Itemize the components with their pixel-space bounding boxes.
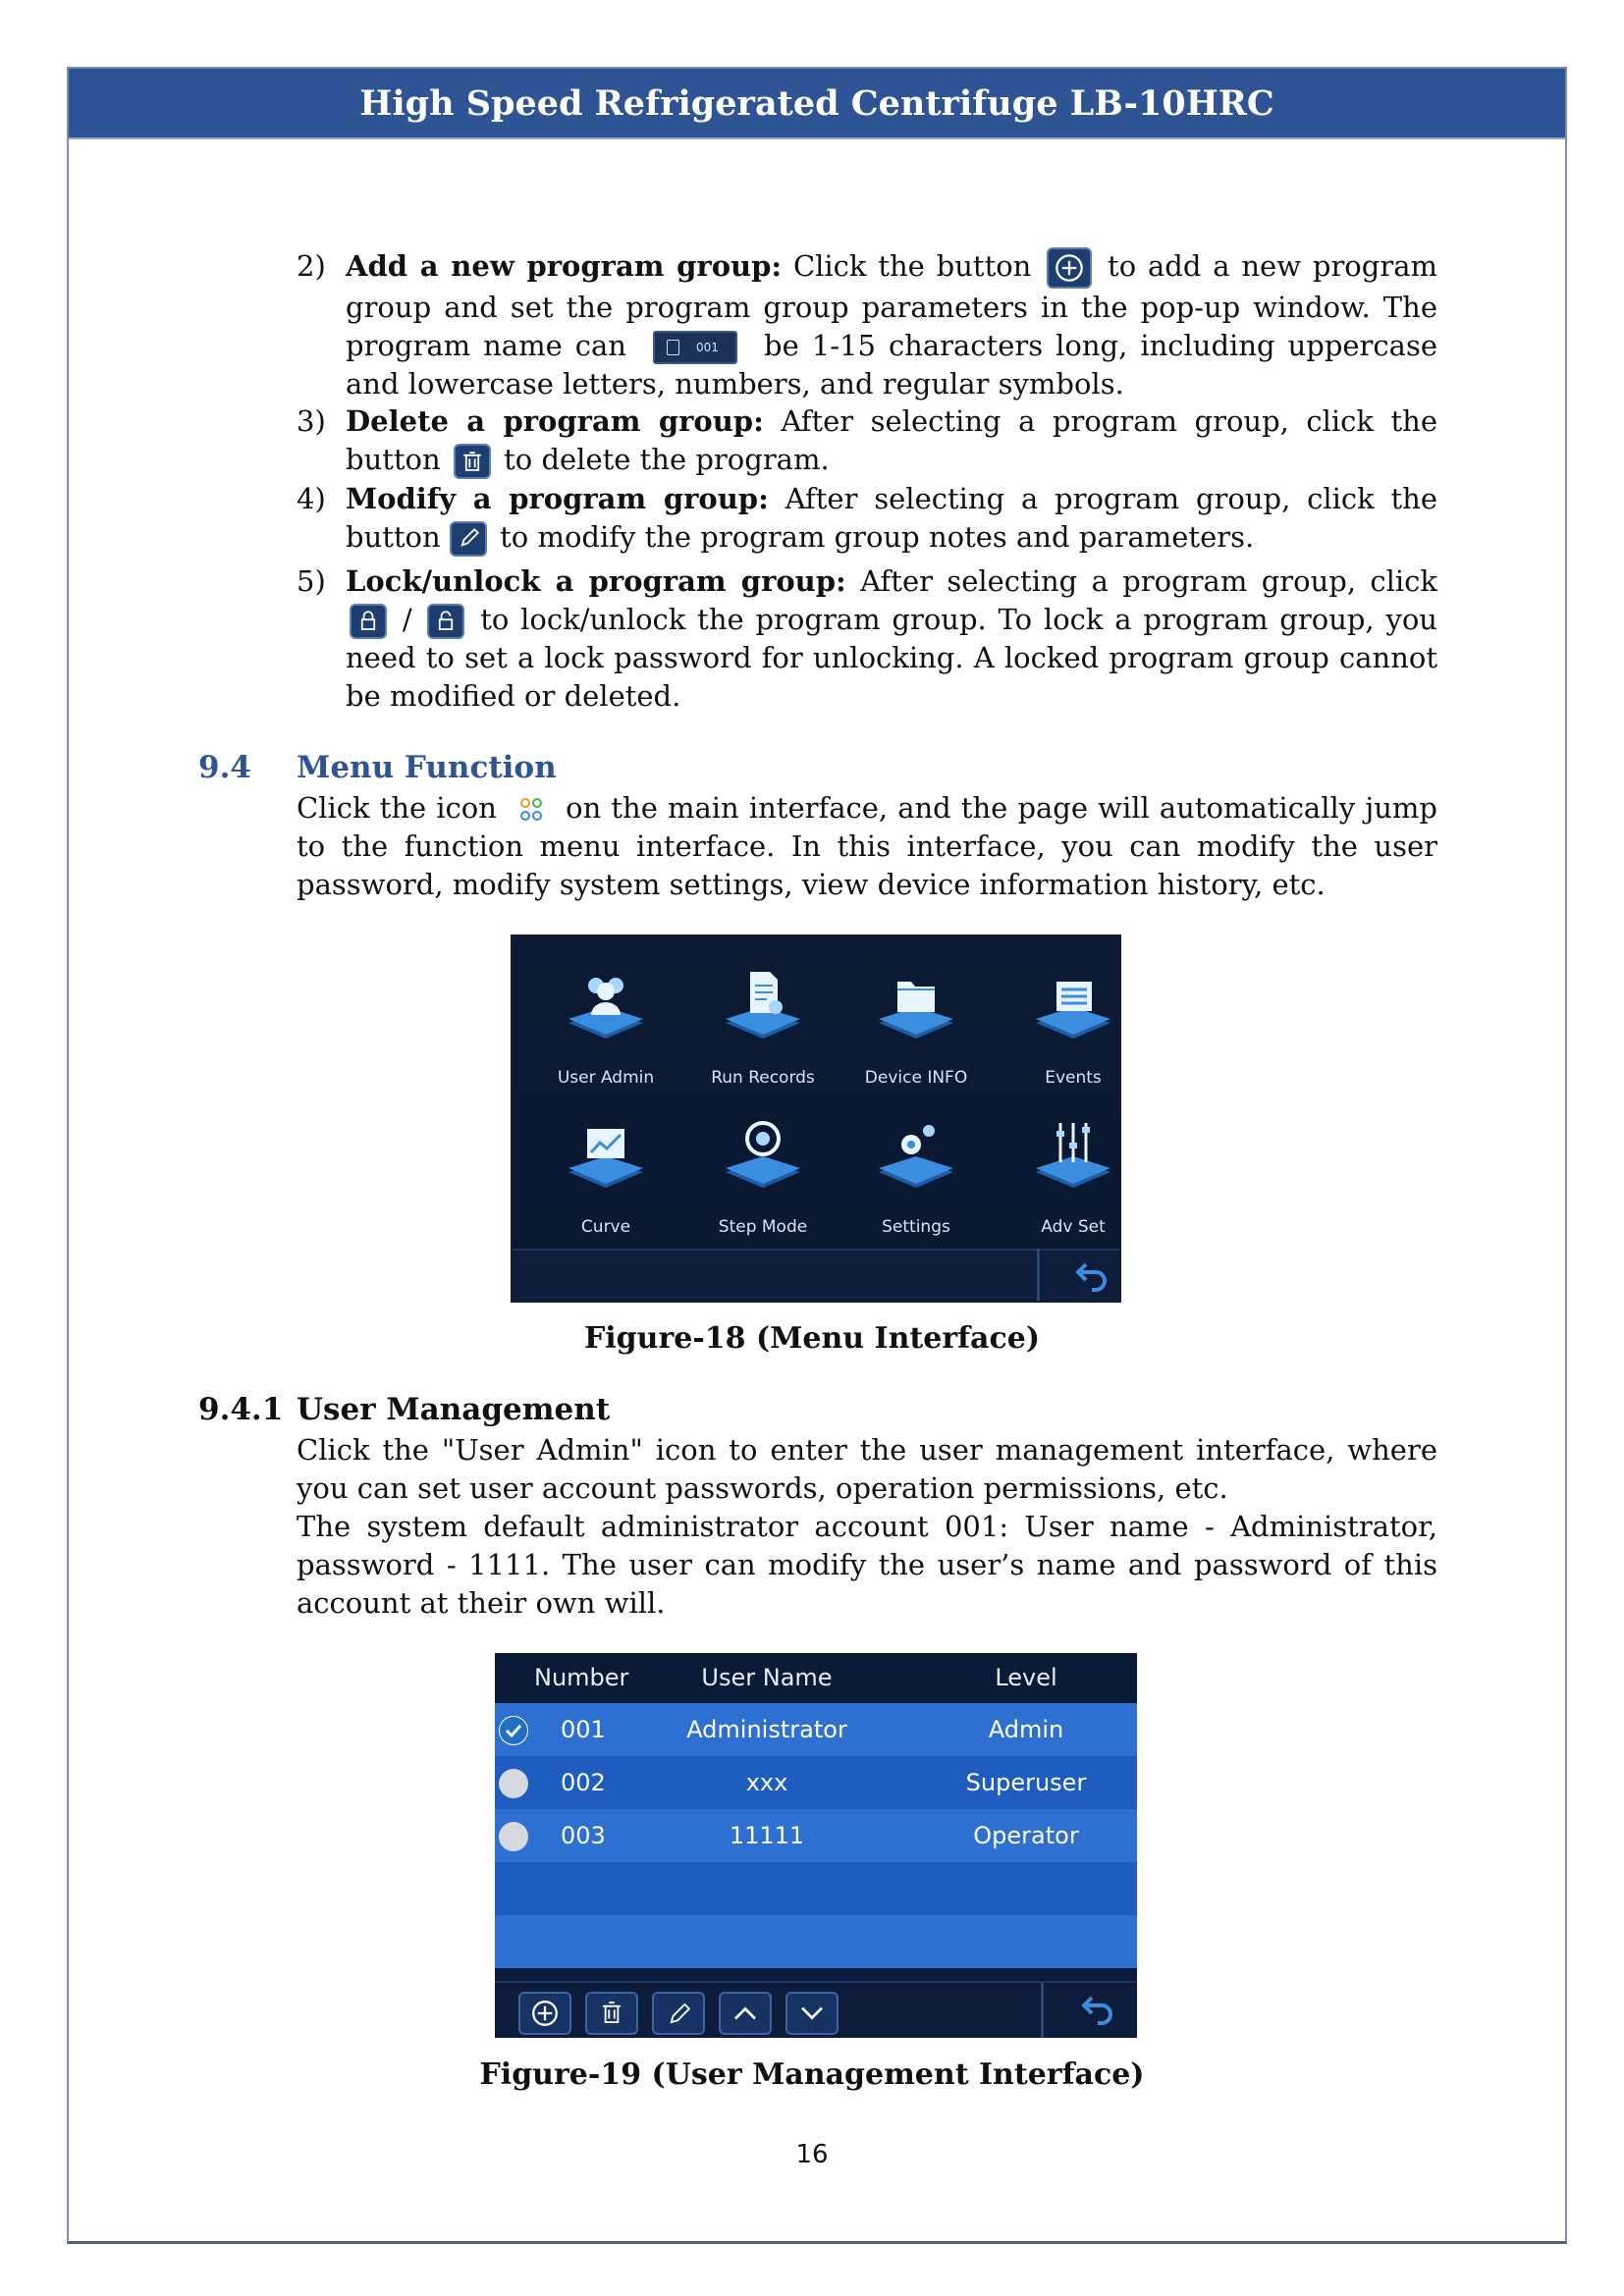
back-arrow-icon[interactable] (1072, 1260, 1110, 1294)
section-paragraph (297, 789, 1437, 904)
unlock-icon (427, 604, 464, 639)
radio-unselected[interactable] (499, 1769, 528, 1798)
edit-user-button[interactable] (652, 1992, 705, 2035)
events-icon (1031, 966, 1115, 1046)
adv-set-icon (1031, 1115, 1115, 1196)
cell-user-name: Administrator (686, 1716, 847, 1743)
cell-number: 002 (561, 1769, 606, 1796)
menu-tile-run-records[interactable] (689, 956, 837, 1094)
menu-label: Device INFO (864, 1068, 968, 1088)
cell-level: Superuser (965, 1769, 1087, 1796)
paragraph-text: Click the icon (297, 791, 508, 825)
menu-label: Curve (580, 1217, 631, 1237)
menu-tile-events[interactable] (1000, 956, 1121, 1094)
item-text: After selecting a program group, click (845, 564, 1437, 598)
menu-interface-figure (511, 934, 1121, 1303)
header-number: Number (534, 1664, 629, 1691)
back-arrow-icon[interactable] (1078, 1993, 1115, 2028)
apps-grid-icon (507, 795, 556, 825)
menu-label: Adv Set (1041, 1217, 1106, 1237)
item-text: be 1-15 characters long, including uppercase and lowercase letters, numbers, and regular symbols. (346, 329, 1437, 400)
add-user-button[interactable] (518, 1992, 571, 2035)
device-info-icon (874, 966, 958, 1046)
chip-text: 001 (696, 341, 719, 354)
item-text: to delete the program. (494, 443, 830, 476)
item-number: 5) (297, 564, 326, 598)
user-admin-icon (564, 966, 648, 1046)
paragraph-text: on the main interface, and the page will automatically jump to the function menu interface. In this interface, you can modify the user password, modify system settings, view device information history, etc. (297, 791, 1437, 901)
item-text: to modify the program group notes and parameters. (490, 520, 1255, 554)
subsection-paragraph: The system default administrator account 001: User name - Administrator, password - 1111. The user can modify the user’s name and password of this account at their own will. (297, 1510, 1437, 1620)
item-number: 4) (297, 482, 326, 515)
radio-unselected[interactable] (499, 1822, 528, 1851)
toolbar-divider (1041, 1983, 1044, 2038)
menu-label: Settings (882, 1217, 950, 1237)
item-title: Lock/unlock a program group: (346, 564, 846, 598)
figure-caption: Figure-18 (Menu Interface) (583, 1321, 1041, 1356)
item-number: 2) (297, 249, 326, 283)
subsection-number: 9.4.1 (198, 1392, 284, 1427)
lock-icon (350, 604, 387, 639)
cell-number: 003 (561, 1822, 606, 1849)
list-item-add-group-flow (346, 247, 1437, 403)
menu-label: User Admin (557, 1068, 655, 1088)
item-number: 3) (297, 404, 326, 438)
menu-label: Run Records (711, 1068, 815, 1088)
menu-label: Step Mode (718, 1217, 808, 1237)
cell-level: Operator (973, 1822, 1079, 1849)
menu-label: Events (1045, 1068, 1102, 1088)
cell-number: 001 (561, 1716, 606, 1743)
menu-tile-adv-set[interactable] (1000, 1105, 1121, 1243)
table-row[interactable] (495, 1809, 1137, 1862)
table-row[interactable] (495, 1703, 1137, 1756)
item-text: to lock/unlock the program group. To lock a program group, you need to set a lock password for unlocking. A locked program group cannot be modified or deleted. (346, 603, 1437, 713)
item-title: Modify a program group: (346, 482, 769, 515)
header-level: Level (995, 1664, 1057, 1691)
page-header: High Speed Refrigerated Centrifuge LB-10HRC (69, 69, 1565, 139)
cell-user-name: 11111 (729, 1822, 805, 1849)
list-item-modify-group (346, 480, 1437, 557)
menu-tile-settings[interactable] (842, 1105, 990, 1243)
radio-selected[interactable] (499, 1716, 528, 1745)
run-records-icon (721, 966, 805, 1046)
menu-tile-device-info[interactable] (842, 956, 990, 1094)
scroll-down-button[interactable] (785, 1992, 839, 2035)
subsection-title: User Management (297, 1392, 611, 1427)
user-management-figure (495, 1653, 1137, 2038)
curve-icon (564, 1115, 648, 1196)
delete-user-button[interactable] (585, 1992, 638, 2035)
list-item-delete-group (346, 402, 1437, 479)
scroll-up-button[interactable] (719, 1992, 772, 2035)
cell-user-name: xxx (745, 1769, 788, 1796)
settings-icon (874, 1115, 958, 1196)
section-title: Menu Function (297, 750, 557, 785)
menu-tile-step-mode[interactable] (689, 1105, 837, 1243)
subsection-paragraph: Click the "User Admin" icon to enter the user management interface, where you can set user account passwords, operation permissions, etc. (297, 1433, 1437, 1505)
user-toolbar (495, 1981, 1137, 2038)
menu-bar-divider (1037, 1249, 1040, 1303)
figure-caption: Figure-19 (User Management Interface) (479, 2057, 1145, 2092)
list-item-lock-group (346, 562, 1437, 716)
pencil-icon (450, 521, 487, 557)
cell-level: Admin (988, 1716, 1064, 1743)
trash-icon (454, 444, 491, 479)
name-field-chip (653, 331, 737, 364)
item-text: Click the button (782, 249, 1044, 283)
plus-circle-icon (1047, 247, 1092, 289)
menu-tile-user-admin[interactable] (532, 956, 679, 1094)
page-number: 16 (795, 2140, 829, 2169)
header-user-name: User Name (701, 1664, 833, 1691)
empty-row (495, 1915, 1137, 1968)
table-header (495, 1653, 1137, 1703)
item-text: to add a new program group and set the program group parameters in the pop-up window. The program name can (346, 249, 1437, 362)
table-row[interactable] (495, 1756, 1137, 1809)
item-title: Add a new program group: (346, 249, 783, 283)
empty-row (495, 1862, 1137, 1915)
menu-tile-curve[interactable] (532, 1105, 679, 1243)
item-separator: / (391, 603, 424, 636)
item-text: After selecting a program group, click the button (346, 482, 1437, 554)
item-text: After selecting a program group, click the button (346, 404, 1437, 476)
section-number: 9.4 (198, 750, 251, 785)
step-mode-icon (721, 1115, 805, 1196)
menu-bottom-bar (513, 1249, 1119, 1303)
item-title: Delete a program group: (346, 404, 764, 438)
